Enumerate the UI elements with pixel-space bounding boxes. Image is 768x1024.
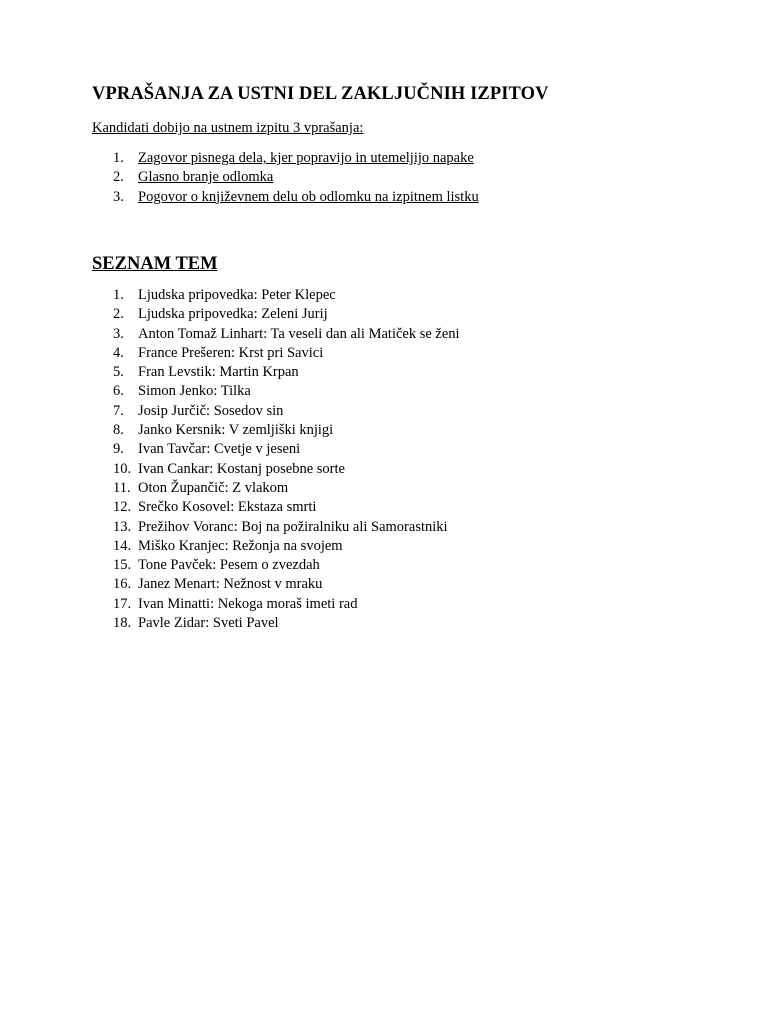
topic-text: Srečko Kosovel: Ekstaza smrti [138, 499, 317, 516]
list-item-number: 5. [113, 364, 124, 381]
topics-heading: SEZNAM TEM [92, 254, 218, 274]
topic-text: Ivan Tavčar: Cvetje v jeseni [138, 441, 301, 458]
intro-text: Kandidati dobijo na ustnem izpitu 3 vprašanja: [92, 120, 364, 136]
list-item-number: 10. [113, 460, 132, 477]
topic-text: Oton Župančič: Z vlakom [138, 479, 289, 496]
list-item-number: 16. [113, 576, 132, 593]
topic-text: Tone Pavček: Pesem o zvezdah [138, 557, 320, 574]
list-item-number: 18. [113, 615, 132, 632]
topic-text: Janez Menart: Nežnost v mraku [138, 576, 323, 593]
topic-text: Pavle Zidar: Sveti Pavel [138, 615, 279, 632]
list-item-number: 15. [113, 557, 132, 574]
question-text: Glasno branje odlomka [138, 169, 274, 186]
topic-text: Prežihov Voranc: Boj na požiralniku ali Samorastniki [138, 518, 448, 535]
question-text: Zagovor pisnega dela, kjer popravijo in utemeljijo napake [138, 150, 474, 166]
list-item-number: 11. [113, 479, 131, 496]
list-item-number: 8. [113, 422, 124, 439]
list-item-number: 17. [113, 595, 132, 612]
list-item-number: 2. [113, 169, 124, 186]
topic-text: Ivan Cankar: Kostanj posebne sorte [138, 460, 345, 477]
topic-text: Ivan Minatti: Nekoga moraš imeti rad [138, 595, 358, 612]
list-item-number: 3. [113, 188, 124, 205]
document-title: VPRAŠANJA ZA USTNI DEL ZAKLJUČNIH IZPITOV [92, 84, 549, 104]
topic-text: France Prešeren: Krst pri Savici [138, 344, 324, 361]
topic-text: Ljudska pripovedka: Zeleni Jurij [138, 306, 328, 323]
list-item-number: 1. [113, 150, 124, 166]
topic-text: Ljudska pripovedka: Peter Klepec [138, 287, 336, 303]
list-item-number: 1. [113, 287, 124, 303]
list-item-number: 7. [113, 402, 124, 419]
list-item-number: 2. [113, 306, 124, 323]
topic-text: Anton Tomaž Linhart: Ta veseli dan ali Matiček se ženi [138, 325, 460, 342]
list-item-number: 13. [113, 518, 132, 535]
topic-text: Simon Jenko: Tilka [138, 383, 251, 400]
topic-text: Fran Levstik: Martin Krpan [138, 364, 299, 381]
list-item-number: 4. [113, 344, 124, 361]
list-item-number: 3. [113, 325, 124, 342]
list-item-number: 9. [113, 441, 124, 458]
topic-text: Josip Jurčič: Sosedov sin [138, 402, 284, 419]
list-item-number: 12. [113, 499, 132, 516]
list-item-number: 14. [113, 537, 132, 554]
topic-text: Janko Kersnik: V zemljiški knjigi [138, 422, 334, 439]
topic-text: Miško Kranjec: Režonja na svojem [138, 537, 343, 554]
question-text: Pogovor o književnem delu ob odlomku na izpitnem listku [138, 188, 479, 205]
list-item-number: 6. [113, 383, 124, 400]
